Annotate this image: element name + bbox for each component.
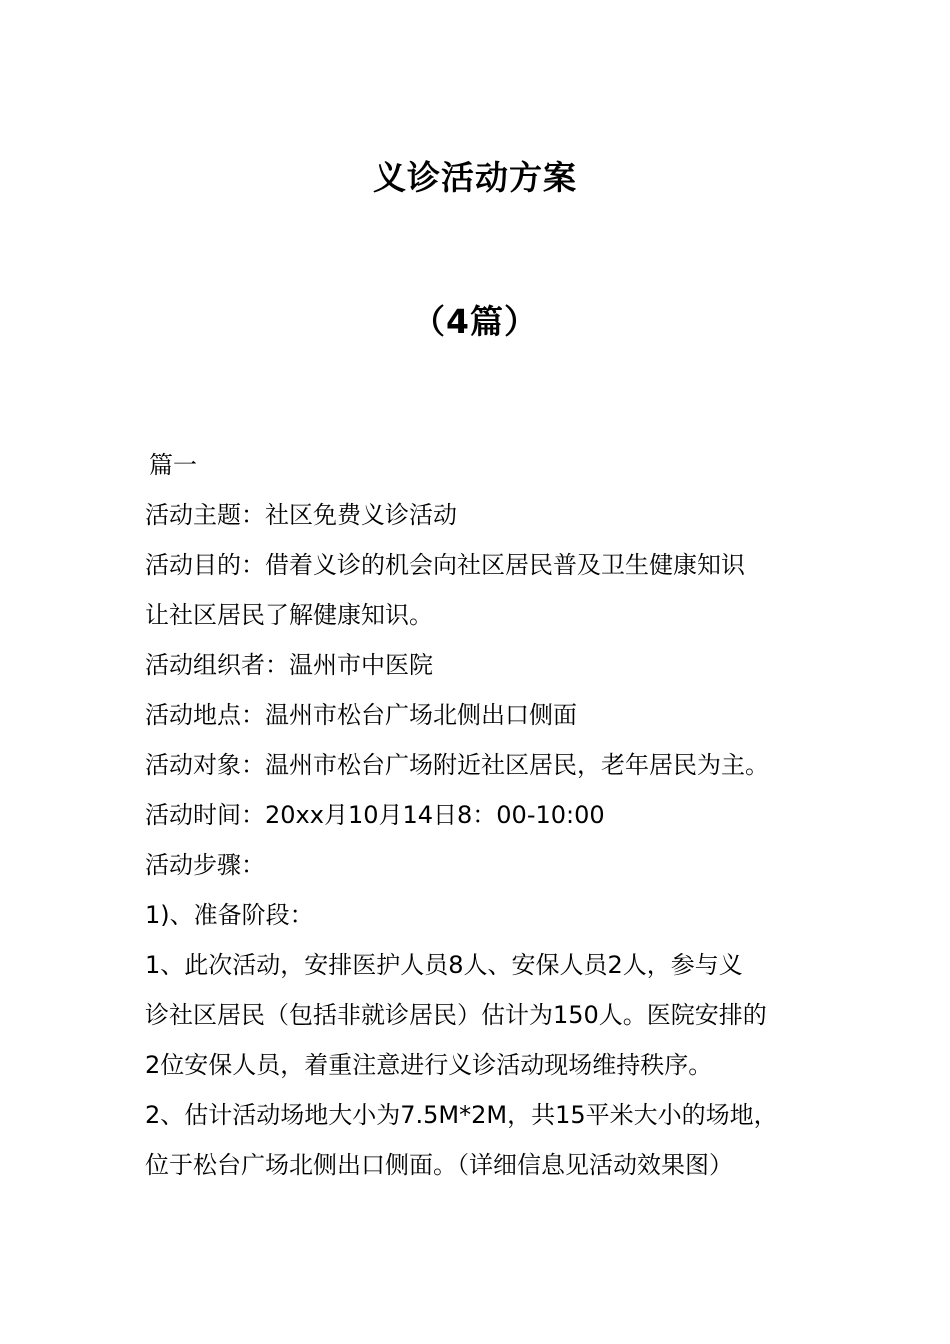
- paragraph-line: 2位安保人员，着重注意进行义诊活动现场维持秩序。: [145, 1051, 713, 1079]
- paragraph-line: 1、此次活动，安排医护人员8人、安保人员2人，参与义: [145, 951, 743, 979]
- paragraph-line: 活动主题：社区免费义诊活动: [145, 501, 457, 529]
- paragraph-line: 2、估计活动场地大小为7.5M*2M，共15平米大小的场地，: [145, 1101, 778, 1129]
- document-title: 义诊活动方案: [373, 158, 577, 197]
- document-body: [145, 440, 845, 1190]
- paragraph-line: 诊社区居民（包括非就诊居民）估计为150人。医院安排的: [145, 1001, 767, 1029]
- section-heading: 篇一: [149, 451, 197, 479]
- paragraph-line: 活动时间：20xx月10月14日8：00-10:00: [145, 801, 605, 829]
- paragraph-line: 活动地点：温州市松台广场北侧出口侧面: [145, 701, 577, 729]
- paragraph-line: 活动对象：温州市松台广场附近社区居民，老年居民为主。: [145, 751, 769, 779]
- paragraph-line: 让社区居民了解健康知识。: [145, 601, 433, 629]
- paragraph-line: 活动步骤：: [145, 851, 265, 879]
- paragraph-line: 1)、准备阶段：: [145, 901, 314, 929]
- paragraph-line: 活动目的：借着义诊的机会向社区居民普及卫生健康知识: [145, 551, 745, 579]
- paragraph-line: 位于松台广场北侧出口侧面。（详细信息见活动效果图）: [145, 1151, 733, 1179]
- paragraph-line: 活动组织者：温州市中医院: [145, 651, 433, 679]
- document-subtitle: （4篇）: [412, 302, 538, 341]
